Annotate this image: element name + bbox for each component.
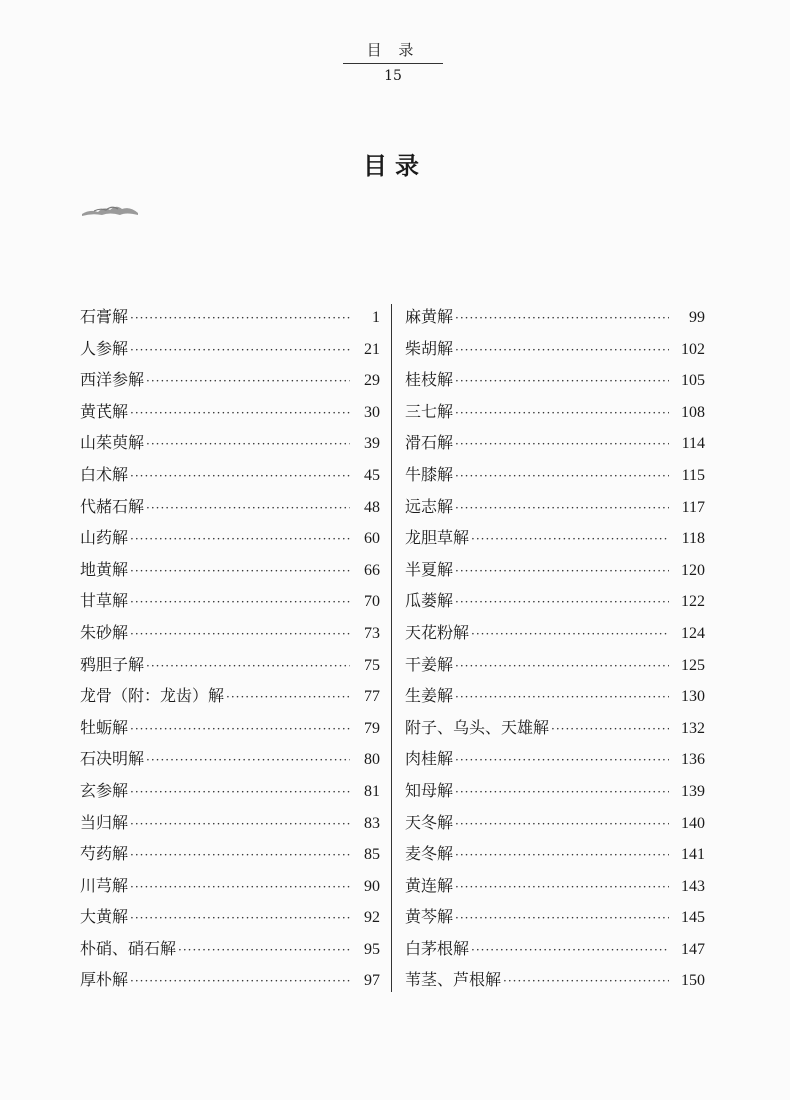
dot-leader (130, 595, 350, 609)
toc-entry-page: 92 (364, 909, 380, 927)
dot-leader (455, 564, 669, 578)
toc-entry-title: 当归解 (80, 812, 129, 832)
toc-entry-title: 黄芪解 (80, 401, 129, 421)
toc-entry-page: 60 (364, 530, 380, 548)
toc-entry (80, 715, 380, 747)
column-divider (391, 304, 392, 992)
dot-leader (455, 785, 669, 799)
toc-entry-title: 牛膝解 (405, 464, 454, 484)
toc-entry (405, 652, 705, 684)
toc-entry-title: 肉桂解 (405, 749, 454, 769)
toc-entry-title: 龙骨（附：龙齿）解 (80, 686, 225, 706)
toc-entry-title: 远志解 (405, 496, 454, 516)
toc-entry-page: 145 (681, 909, 705, 927)
toc-entry-page: 115 (681, 466, 705, 484)
toc-entry (405, 525, 705, 557)
dot-leader (130, 974, 350, 988)
toc-entry-page: 95 (364, 940, 380, 958)
toc-entry (80, 620, 380, 652)
toc-entry-page: 141 (681, 846, 705, 864)
dot-leader (130, 532, 350, 546)
toc-entry-page: 105 (681, 372, 705, 390)
dot-leader (130, 469, 350, 483)
toc-entry-title: 甘草解 (80, 591, 129, 611)
toc-entry-title: 地黄解 (80, 559, 129, 579)
toc-entry-title: 附子、乌头、天雄解 (405, 717, 550, 737)
toc-entry-title: 生姜解 (405, 686, 454, 706)
toc-entry-page: 132 (681, 719, 705, 737)
toc-entry (80, 873, 380, 905)
toc-entry (80, 967, 380, 999)
toc-entry-title: 鸦胆子解 (80, 654, 145, 674)
toc-entry (80, 936, 380, 968)
header-page-number: 15 (384, 68, 402, 84)
toc-entry (80, 367, 380, 399)
dot-leader (130, 627, 350, 641)
dot-leader (455, 753, 669, 767)
dot-leader (130, 817, 350, 831)
toc-entry-page: 117 (681, 498, 705, 516)
toc-entry (405, 873, 705, 905)
toc-entry-title: 山茱萸解 (80, 433, 145, 453)
dot-leader (455, 343, 669, 357)
dot-leader (130, 722, 350, 736)
toc-entry-title: 麦冬解 (405, 844, 454, 864)
toc-entry (405, 494, 705, 526)
toc-entry-page: 120 (681, 561, 705, 579)
toc-entry-title: 川芎解 (80, 875, 129, 895)
toc-entry-page: 75 (364, 656, 380, 674)
running-title: 目 录 (343, 40, 443, 64)
toc-entry-title: 苇茎、芦根解 (405, 970, 502, 990)
toc-entry-title: 瓜蒌解 (405, 591, 454, 611)
toc-entry-title: 石膏解 (80, 307, 129, 326)
toc-entry-page: 79 (364, 719, 380, 737)
dot-leader (455, 374, 669, 388)
toc-right-column (405, 304, 705, 999)
dot-leader (146, 501, 350, 515)
dot-leader (130, 311, 350, 325)
dot-leader (130, 785, 350, 799)
toc-entry-page: 39 (364, 435, 380, 453)
dot-leader (455, 311, 669, 325)
dot-leader (146, 753, 350, 767)
toc-entry-title: 玄参解 (80, 780, 129, 800)
toc-left-column (80, 304, 380, 999)
toc-entry (405, 557, 705, 589)
toc-entry-page: 83 (364, 814, 380, 832)
toc-entry-title: 黄连解 (405, 875, 454, 895)
toc-entry-title: 桂枝解 (405, 370, 454, 390)
toc-entry-page: 77 (364, 688, 380, 706)
toc-entry (80, 904, 380, 936)
toc-entry-page: 29 (364, 372, 380, 390)
toc-entry-title: 石决明解 (80, 749, 145, 769)
toc-entry-title: 龙胆草解 (405, 528, 470, 548)
toc-entry (405, 746, 705, 778)
toc-entry (405, 430, 705, 462)
toc-entry-page: 136 (681, 751, 705, 769)
toc-entry-page: 139 (681, 782, 705, 800)
dot-leader (455, 880, 669, 894)
dot-leader (226, 690, 350, 704)
toc-entry (405, 778, 705, 810)
toc-entry-page: 99 (689, 309, 705, 326)
toc-entry-title: 牡蛎解 (80, 717, 129, 737)
toc-entry-title: 芍药解 (80, 844, 129, 864)
toc-entry-page: 143 (681, 877, 705, 895)
toc-entry (405, 683, 705, 715)
dot-leader (471, 943, 669, 957)
dot-leader (551, 722, 669, 736)
toc-entry-title: 三七解 (405, 401, 454, 421)
dot-leader (503, 974, 669, 988)
dot-leader (455, 437, 669, 451)
toc-entry-title: 柴胡解 (405, 338, 454, 358)
dot-leader (146, 437, 350, 451)
dot-leader (130, 848, 350, 862)
toc-entry (405, 715, 705, 747)
toc-entry (80, 683, 380, 715)
dot-leader (130, 343, 350, 357)
dot-leader (455, 817, 669, 831)
toc-entry-title: 天花粉解 (405, 622, 470, 642)
toc-entry-title: 白茅根解 (405, 938, 470, 958)
toc-entry (80, 652, 380, 684)
toc-entry-page: 97 (364, 972, 380, 990)
toc-entry (80, 778, 380, 810)
dot-leader (178, 943, 350, 957)
dot-leader (130, 406, 350, 420)
toc-entry (80, 430, 380, 462)
toc-entry (80, 746, 380, 778)
dot-leader (471, 627, 669, 641)
dot-leader (146, 659, 350, 673)
dot-leader (455, 406, 669, 420)
toc-entry-title: 朴硝、硝石解 (80, 938, 177, 958)
toc-entry (405, 304, 705, 336)
toc-entry-title: 滑石解 (405, 433, 454, 453)
toc-entry-page: 114 (681, 435, 705, 453)
toc-entry-page: 1 (372, 309, 380, 326)
toc-entry (80, 810, 380, 842)
toc-entry (405, 367, 705, 399)
toc-entry-page: 80 (364, 751, 380, 769)
toc-entry (80, 557, 380, 589)
toc-entry (405, 810, 705, 842)
toc-entry (405, 841, 705, 873)
toc-entry-title: 知母解 (405, 780, 454, 800)
toc-entry-title: 麻黄解 (405, 307, 454, 326)
dot-leader (455, 911, 669, 925)
dot-leader (455, 690, 669, 704)
toc-entry-page: 81 (364, 782, 380, 800)
toc-entry-title: 天冬解 (405, 812, 454, 832)
toc-entry (405, 462, 705, 494)
toc-entry-title: 代赭石解 (80, 496, 145, 516)
dot-leader (130, 880, 350, 894)
toc-entry-page: 140 (681, 814, 705, 832)
toc-entry-title: 厚朴解 (80, 970, 129, 990)
toc-entry-title: 山药解 (80, 528, 129, 548)
decorative-ornament (80, 200, 140, 218)
toc-entry-page: 150 (681, 972, 705, 990)
toc-entry (405, 936, 705, 968)
toc-entry-page: 85 (364, 846, 380, 864)
toc-entry-title: 朱砂解 (80, 622, 129, 642)
toc-entry-page: 122 (681, 593, 705, 611)
toc-entry-page: 73 (364, 624, 380, 642)
toc-entry (80, 462, 380, 494)
toc-entry (405, 967, 705, 999)
toc-entry-page: 125 (681, 656, 705, 674)
dot-leader (455, 595, 669, 609)
toc-entry-title: 人参解 (80, 338, 129, 358)
toc-entry-title: 黄芩解 (405, 907, 454, 927)
toc-entry (80, 399, 380, 431)
toc-entry (405, 336, 705, 368)
toc-entry-title: 大黄解 (80, 907, 129, 927)
toc-entry (80, 494, 380, 526)
toc-entry (80, 588, 380, 620)
dot-leader (146, 374, 350, 388)
toc-entry (80, 841, 380, 873)
toc-entry (405, 620, 705, 652)
toc-entry-page: 21 (364, 340, 380, 358)
toc-entry-title: 干姜解 (405, 654, 454, 674)
dot-leader (455, 659, 669, 673)
toc-entry-page: 45 (364, 466, 380, 484)
toc-entry-title: 半夏解 (405, 559, 454, 579)
toc-entry (80, 304, 380, 336)
toc-entry-page: 90 (364, 877, 380, 895)
toc-entry-page: 124 (681, 624, 705, 642)
toc-entry-page: 48 (364, 498, 380, 516)
dot-leader (455, 469, 669, 483)
dot-leader (130, 911, 350, 925)
toc-entry-title: 西洋参解 (80, 370, 145, 390)
toc-entry-page: 130 (681, 688, 705, 706)
toc-entry-page: 108 (681, 403, 705, 421)
toc-entry (80, 336, 380, 368)
toc-entry-page: 30 (364, 403, 380, 421)
toc-entry-page: 66 (364, 561, 380, 579)
dot-leader (455, 848, 669, 862)
toc-entry (405, 588, 705, 620)
toc-entry-page: 147 (681, 940, 705, 958)
dot-leader (471, 532, 669, 546)
toc-entry (405, 399, 705, 431)
toc-entry-title: 白术解 (80, 464, 129, 484)
toc-entry-page: 70 (364, 593, 380, 611)
dot-leader (455, 501, 669, 515)
toc-entry (405, 904, 705, 936)
toc-entry-page: 102 (681, 340, 705, 358)
toc-entry-page: 118 (681, 530, 705, 548)
dot-leader (130, 564, 350, 578)
page-title: 目录 (363, 152, 427, 180)
running-header (343, 40, 443, 86)
toc-entry (80, 525, 380, 557)
